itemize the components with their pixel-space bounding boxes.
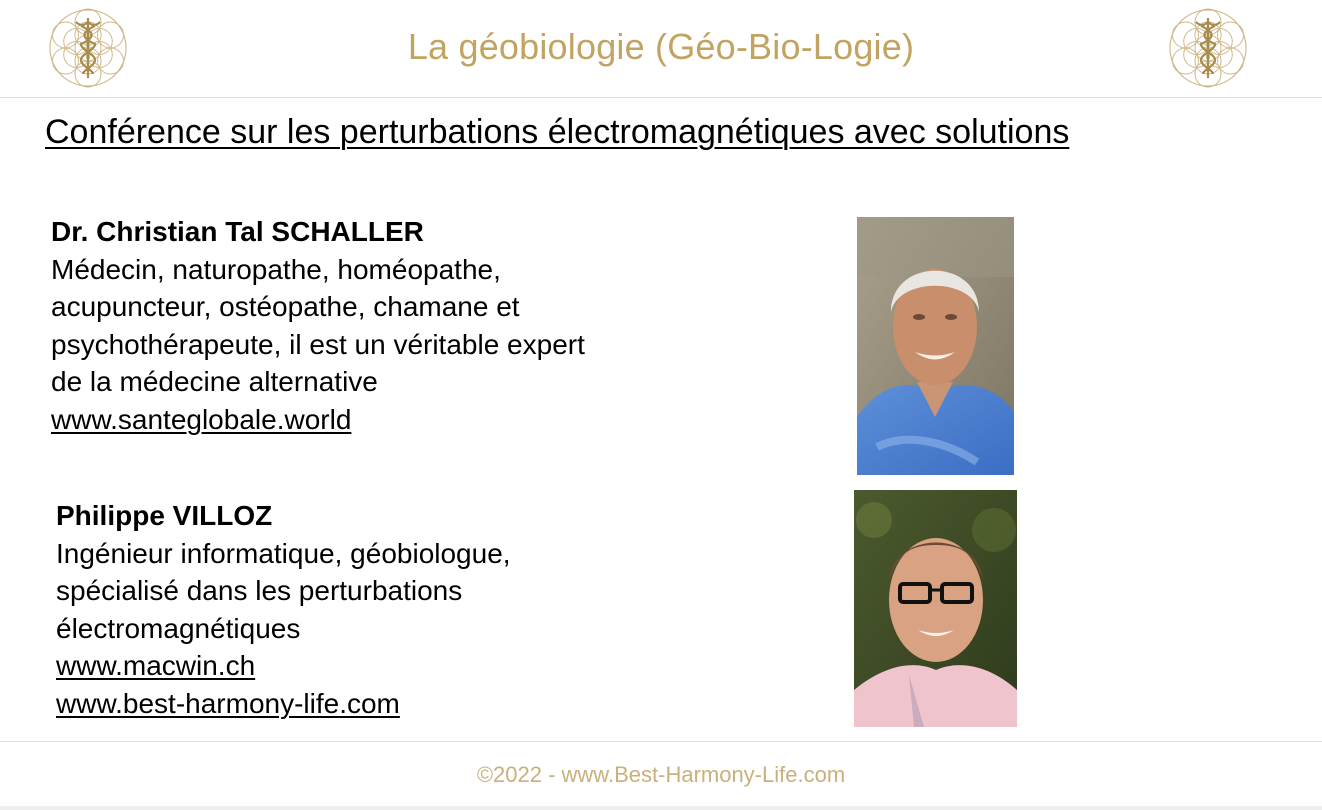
flower-of-life-caduceus-icon bbox=[1168, 5, 1248, 91]
description-line: spécialisé dans les perturbations bbox=[56, 575, 463, 606]
speaker-photo bbox=[854, 490, 1017, 727]
description-line: acupuncteur, ostéopathe, chamane et bbox=[51, 291, 520, 322]
footer-copyright: ©2022 - www.Best-Harmony-Life.com bbox=[476, 762, 846, 787]
conference-heading: Conférence sur les perturbations électromagnétiques avec solutions bbox=[45, 113, 1070, 151]
header-divider bbox=[0, 97, 1322, 98]
website-link[interactable]: www.best-harmony-life.com bbox=[56, 687, 400, 719]
website-link[interactable]: www.macwin.ch bbox=[56, 650, 256, 681]
speaker-card bbox=[51, 213, 585, 438]
bottom-border bbox=[0, 806, 1322, 810]
description-line: de la médecine alternative bbox=[51, 366, 378, 397]
speaker-description bbox=[51, 251, 585, 401]
speaker-photo bbox=[857, 217, 1014, 475]
footer-divider bbox=[0, 741, 1322, 742]
speaker-name: Philippe VILLOZ bbox=[56, 500, 273, 531]
speaker-name: Dr. Christian Tal SCHALLER bbox=[51, 216, 424, 247]
speaker-description bbox=[56, 535, 511, 648]
description-line: électromagnétiques bbox=[56, 612, 301, 644]
description-line: Médecin, naturopathe, homéopathe, bbox=[51, 253, 501, 285]
slide-header bbox=[0, 0, 1322, 97]
description-line: Ingénieur informatique, géobiologue, bbox=[56, 537, 511, 569]
speaker-card bbox=[56, 497, 511, 722]
website-link[interactable]: www.santeglobale.world bbox=[51, 403, 352, 435]
page-title: La géobiologie (Géo-Bio-Logie) bbox=[407, 26, 915, 67]
description-line: psychothérapeute, il est un véritable expert bbox=[51, 328, 585, 360]
